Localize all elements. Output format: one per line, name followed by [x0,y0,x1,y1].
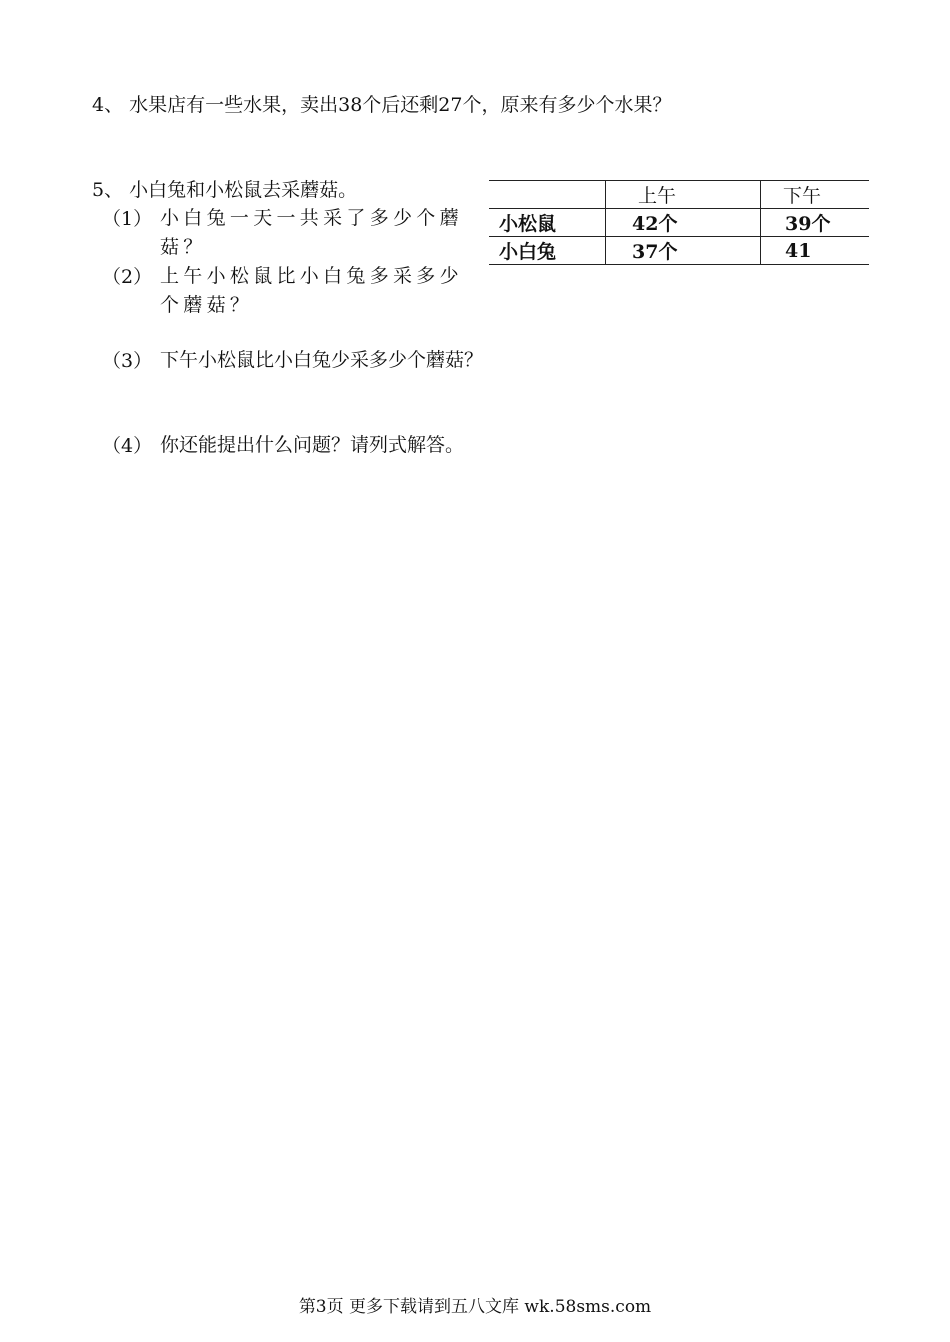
table-header-cell: 下午 [761,181,870,209]
table-row [489,237,869,265]
table-cell: 小松鼠 [499,213,557,235]
sub-question-text: 你还能提出什么问题？请列式解答。 [160,434,465,456]
question-4: 4、 水果店有一些水果，卖出38个后还剩27个，原来有多少个水果？ [92,94,672,116]
table-cell: 41 [761,237,870,265]
question-5-intro: 5、 小白兔和小松鼠去采蘑菇。 [92,179,358,201]
sub-question-number: （2） [102,266,153,288]
table-cell: 37个 [606,237,761,265]
sub-question-number: （4） [102,435,153,457]
sub-question-number: （3） [102,350,153,372]
page-footer: 第3页 更多下载请到五八文库 wk.58sms.com [298,1297,652,1317]
table-cell: 42个 [606,209,761,237]
sub-question-text: 小白兔一天一共采了多少个蘑菇？ [160,207,463,258]
table-cell: 39个 [761,209,870,237]
table-cell: 小白兔 [499,241,557,263]
mushroom-table [489,180,869,265]
table-header-row [489,181,869,209]
sub-question-text: 下午小松鼠比小白兔少采多少个蘑菇？ [160,349,484,371]
table-row [489,209,869,237]
sub-question-text: 上午小松鼠比小白兔多采多少个蘑菇？ [160,265,463,316]
table-header-cell [489,181,606,209]
table-header-cell: 上午 [606,181,761,209]
sub-question-number: （1） [102,208,153,230]
